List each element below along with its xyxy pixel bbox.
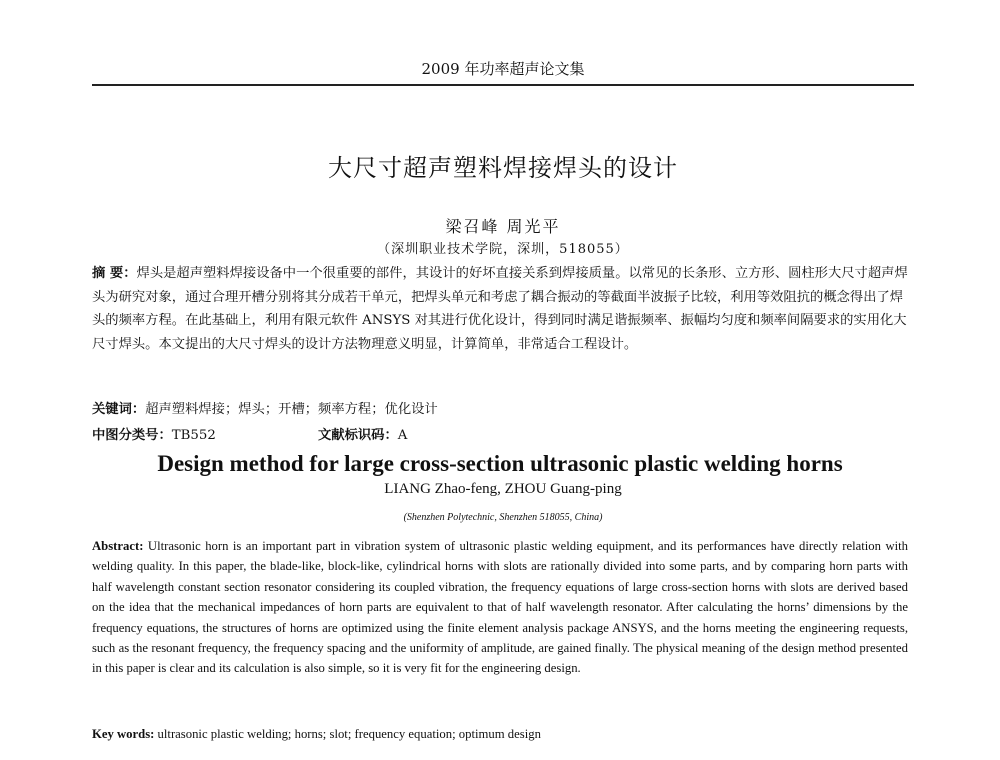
running-header: 2009 年功率超声论文集 [421,60,585,78]
authors-cn: 梁召峰 周光平 [445,217,561,236]
keywords-en-label: Key words: [92,727,155,741]
classification-value: TB552 [171,428,216,443]
doc-code-label: 文献标识码： [318,428,398,443]
abstract-cn-label: 摘 要： [92,266,137,281]
paper-title-en: Design method for large cross-section ultrasonic plastic welding horns [157,451,843,476]
doc-code-value: A [397,428,408,443]
header-rule [92,84,914,86]
classification-line [92,424,908,443]
keywords-en-text: ultrasonic plastic welding; horns; slot; frequency equation; optimum design [157,727,541,741]
classification-label: 中图分类号： [92,428,172,443]
keywords-en [92,727,908,742]
abstract-en [92,536,908,679]
keywords-cn [92,398,908,417]
affiliation-cn: （深圳职业技术学院，深圳，518055） [377,242,629,257]
abstract-cn-text: 焊头是超声塑料焊接设备中一个很重要的部件，其设计的好坏直接关系到焊接质量。以常见的长条形、立方形、圆柱形大尺寸超声焊头为研究对象，通过合理开槽分别将其分成若干单元，把焊头单元和考虑了耦合振动的等截面半波振子比较，利用等效阻抗的概念得出了焊头的频率方程。在此基础上，利用有限元软件 ANSYS 对其进行优化设计，得到同时满足谐振频率、振幅均匀度和频率间隔要求的实用化大尺寸焊头。本文提出的大尺寸焊头的设计方法物理意义明显，计算简单，非常适合工程设计。 [92,266,908,352]
affiliation-en: (Shenzhen Polytechnic, Shenzhen 518055, China) [403,512,603,523]
abstract-cn [92,262,908,356]
abstract-en-text: Ultrasonic horn is an important part in vibration system of ultrasonic plastic welding equipment, and its performances have directly relation with welding quality. In this paper, the blade-like, block-like, cylindrical horns with slots are rationally divided into some parts, and by comparing horn parts with half wavelength constant section resonator considering its coupled vibration, the frequency equations of large cross-section horns with slots are derived based on the idea that the mechanical impedances of horn parts are equivalent to that of half wavelength resonator. After calculating the horns’ dimensions by the frequency equations, the structures of horns are optimized using the finite element analysis package ANSYS, and the horns meeting the engineering requests, such as the resonant frequency, the frequency spacing and the uniformity of amplitude, are gained finally. The physical meaning of the design method presented in this paper is clear and its calculation is also simple, so it is very fit for the engineering design. [92,539,908,676]
keywords-cn-label: 关键词： [92,402,146,417]
doc-code [318,424,407,443]
authors-en: LIANG Zhao-feng, ZHOU Guang-ping [384,481,622,497]
keywords-cn-text: 超声塑料焊接；焊头；开槽；频率方程；优化设计 [145,402,438,417]
paper-title-cn: 大尺寸超声塑料焊接焊头的设计 [328,154,678,182]
abstract-en-label: Abstract: [92,539,144,553]
